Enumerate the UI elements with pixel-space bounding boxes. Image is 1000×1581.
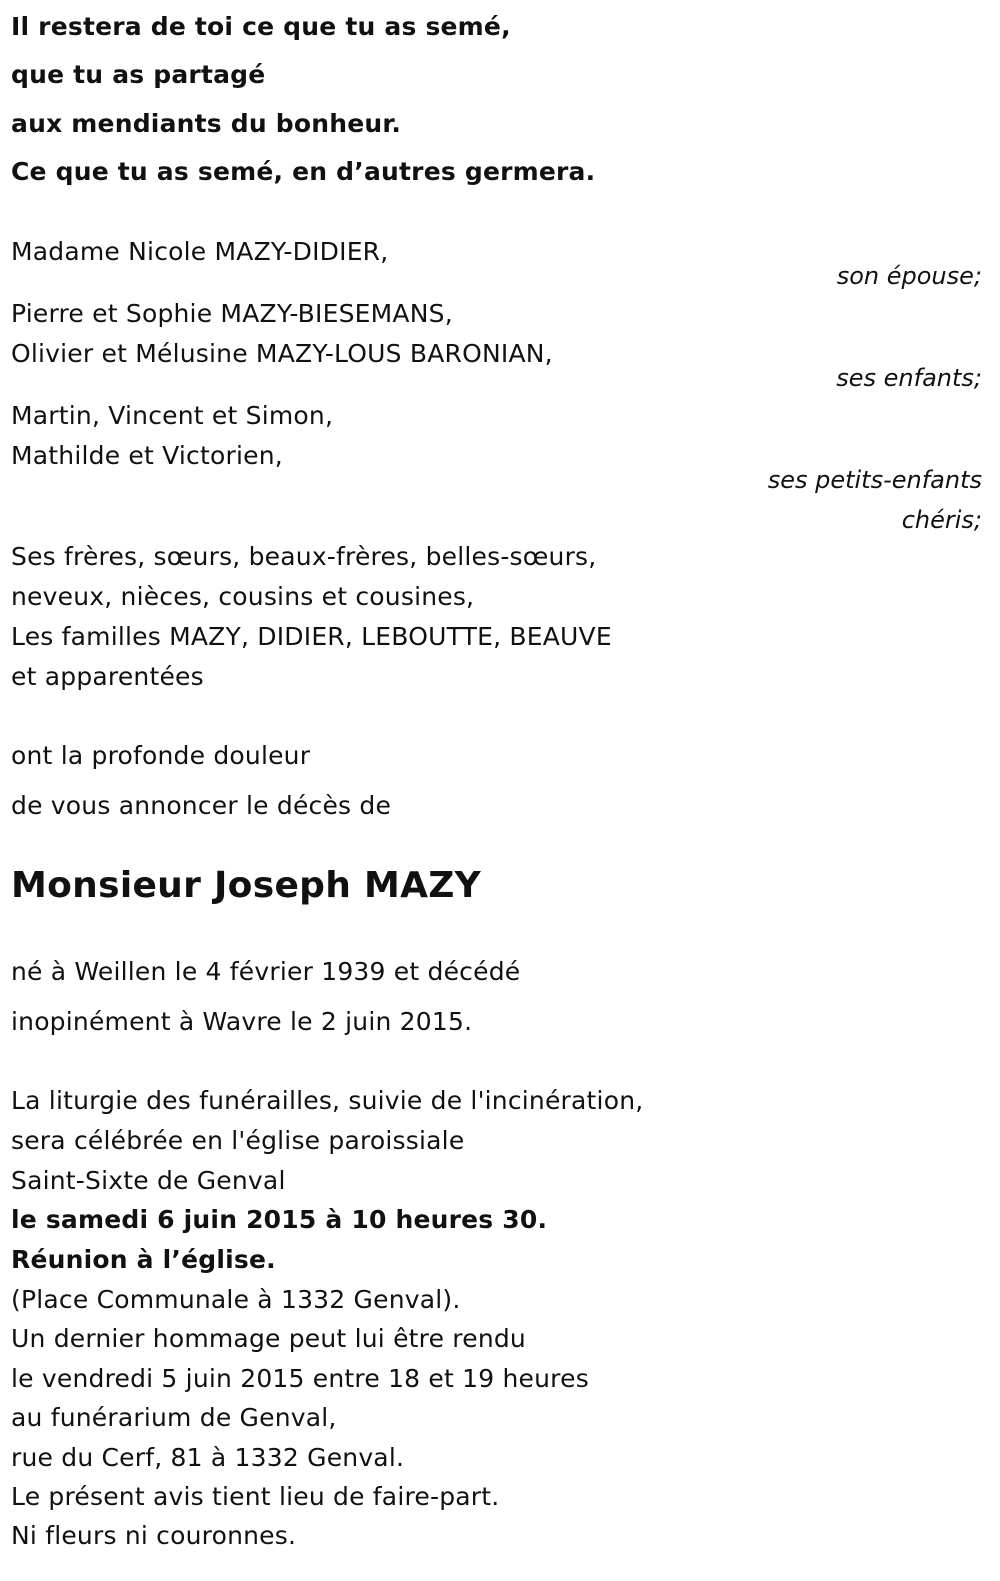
ceremony-line: La liturgie des funérailles, suivie de l'incinération, [11, 1086, 644, 1115]
spouse-name: Madame Nicole MAZY-DIDIER, [11, 237, 389, 266]
grandchild-line: Mathilde et Victorien, [11, 441, 283, 470]
poem-line: Il restera de toi ce que tu as semé, [11, 12, 511, 41]
child-line: Olivier et Mélusine MAZY-LOUS BARONIAN, [11, 339, 553, 368]
grandchildren-role: chéris; [901, 506, 982, 534]
child-line: Pierre et Sophie MAZY-BIESEMANS, [11, 299, 453, 328]
grandchildren-role: ses petits-enfants [767, 466, 982, 494]
birth-death-line: né à Weillen le 4 février 1939 et décédé [11, 957, 521, 986]
poem-line: aux mendiants du bonheur. [11, 109, 402, 138]
ceremony-line: Saint-Sixte de Genval [11, 1166, 286, 1195]
ceremony-date: le samedi 6 juin 2015 à 10 heures 30. [11, 1205, 548, 1234]
announcement-line: ont la profonde douleur [11, 741, 311, 770]
details-line: Le présent avis tient lieu de faire-part. [11, 1482, 500, 1511]
grandchild-line: Martin, Vincent et Simon, [11, 401, 334, 430]
relatives-line: neveux, nièces, cousins et cousines, [11, 582, 475, 611]
details-line: rue du Cerf, 81 à 1332 Genval. [11, 1443, 405, 1472]
details-line: Un dernier hommage peut lui être rendu [11, 1324, 526, 1353]
relatives-line: Les familles MAZY, DIDIER, LEBOUTTE, BEAUVE [11, 622, 612, 651]
poem-line: Ce que tu as semé, en d’autres germera. [11, 157, 596, 186]
details-line: Ni fleurs ni couronnes. [11, 1521, 297, 1550]
deceased-name: Monsieur Joseph MAZY [11, 865, 482, 906]
spouse-role: son épouse; [836, 262, 982, 290]
details-line: (Place Communale à 1332 Genval). [11, 1285, 461, 1314]
meeting-info: Réunion à l’église. [11, 1245, 276, 1274]
details-line: le vendredi 5 juin 2015 entre 18 et 19 heures [11, 1364, 589, 1393]
announcement-line: de vous annoncer le décès de [11, 791, 392, 820]
details-line: au funérarium de Genval, [11, 1403, 337, 1432]
relatives-line: et apparentées [11, 662, 204, 691]
relatives-line: Ses frères, sœurs, beaux-frères, belles-sœurs, [11, 542, 597, 571]
children-role: ses enfants; [836, 364, 982, 392]
birth-death-line: inopinément à Wavre le 2 juin 2015. [11, 1007, 473, 1036]
ceremony-line: sera célébrée en l'église paroissiale [11, 1126, 465, 1155]
poem-line: que tu as partagé [11, 60, 266, 89]
